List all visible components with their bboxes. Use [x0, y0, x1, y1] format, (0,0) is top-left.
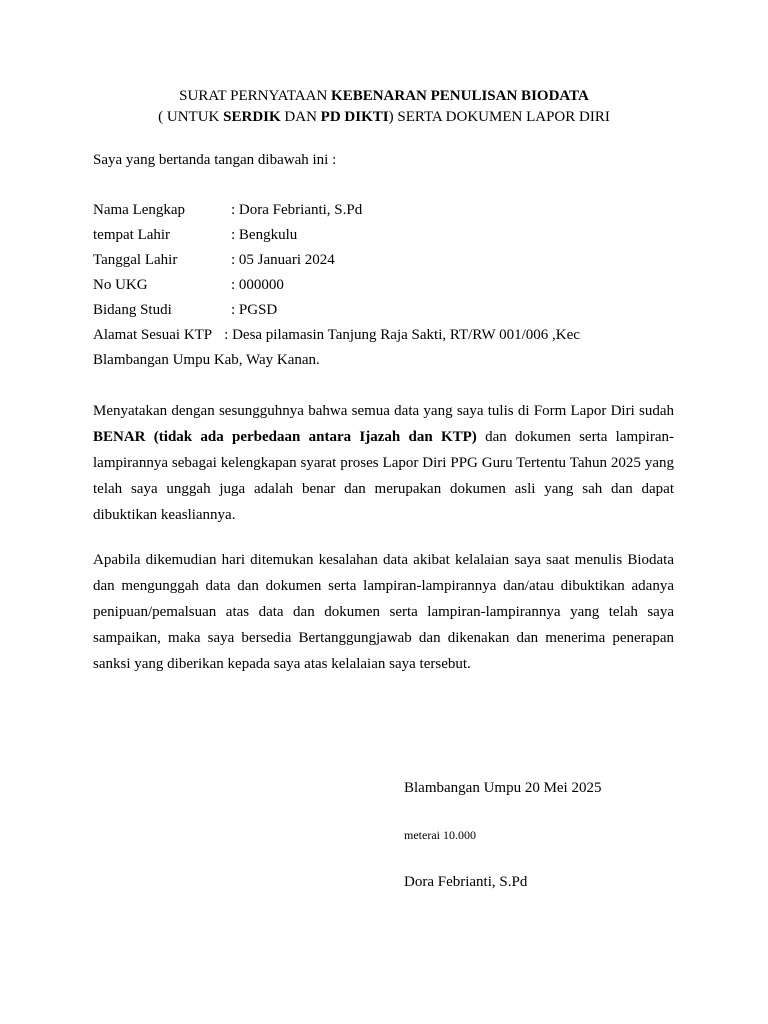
biodata-value: : Bengkulu — [231, 227, 298, 243]
biodata-row-birthplace — [93, 225, 683, 250]
document-title — [0, 86, 768, 128]
statement-text-after: dan dokumen serta lampiran-lampirannya sebagai kelengkapan syarat proses Lapor Diri PPG Guru Tertentu Tahun 2025 yang telah saya unggah juga adalah benar dan merupakan dokumen asli yang sah dan dapat dibuktikan keasliannya. — [93, 429, 674, 523]
biodata-row-birthdate — [93, 250, 683, 275]
intro-text: Saya yang bertanda tangan dibawah ini : — [93, 152, 337, 168]
biodata-row-ukg — [93, 275, 683, 300]
biodata-label: No UKG — [93, 277, 148, 293]
biodata-label: Nama Lengkap — [93, 202, 186, 218]
statement-text-before: Menyatakan dengan sesungguhnya bahwa semua data yang saya tulis di Form Lapor Diri sudah — [93, 403, 674, 419]
signature-meterai: meterai 10.000 — [404, 828, 476, 842]
address-continuation: Blambangan Umpu Kab, Way Kanan. — [93, 352, 320, 368]
address-value: : Desa pilamasin Tanjung Raja Sakti, RT/RW 001/006 ,Kec — [224, 327, 580, 343]
title-line-2-pd-dikti: PD DIKTI — [320, 109, 389, 125]
title-line-2 — [0, 107, 768, 128]
biodata-row-field — [93, 300, 683, 325]
biodata-label: Tanggal Lahir — [93, 252, 178, 268]
title-line-1 — [0, 86, 768, 107]
title-line-2-mid: DAN — [280, 109, 321, 125]
statement-bold-text: BENAR (tidak ada perbedaan antara Ijazah dan KTP) — [93, 429, 477, 445]
biodata-label: Bidang Studi — [93, 302, 172, 318]
address-label: Alamat Sesuai KTP — [93, 327, 213, 343]
biodata-section — [93, 200, 683, 370]
statement-paragraph — [93, 398, 674, 528]
title-line-2-serdik: SERDIK — [223, 109, 281, 125]
biodata-value: : PGSD — [231, 302, 278, 318]
signature-place-date: Blambangan Umpu 20 Mei 2025 — [404, 780, 602, 796]
title-line-1-bold: KEBENARAN PENULISAN BIODATA — [331, 88, 589, 104]
biodata-row-address — [93, 325, 683, 350]
biodata-row-name — [93, 200, 683, 225]
signature-name: Dora Febrianti, S.Pd — [404, 874, 528, 890]
biodata-value: : Dora Febrianti, S.Pd — [231, 202, 363, 218]
biodata-value: : 000000 — [231, 277, 284, 293]
liability-paragraph: Apabila dikemudian hari ditemukan kesalahan data akibat kelalaian saya saat menulis Biodata dan mengunggah data dan dokumen serta lampiran-lampirannya dan/atau dibuktikan adanya penipuan/pemalsuan atas data dan dokumen serta lampiran-lampirannya yang telah saya sampaikan, maka saya bersedia Bertanggungjawab dan dikenakan dan menerima penerapan sanksi yang diberikan kepada saya atas kelalaian saya tersebut. — [93, 552, 674, 672]
title-line-2-close: ) SERTA DOKUMEN LAPOR DIRI — [388, 109, 610, 125]
title-line-1-prefix: SURAT PERNYATAAN — [179, 88, 332, 104]
biodata-label: tempat Lahir — [93, 227, 171, 243]
biodata-value: : 05 Januari 2024 — [231, 252, 335, 268]
title-line-2-open: ( UNTUK — [158, 109, 224, 125]
